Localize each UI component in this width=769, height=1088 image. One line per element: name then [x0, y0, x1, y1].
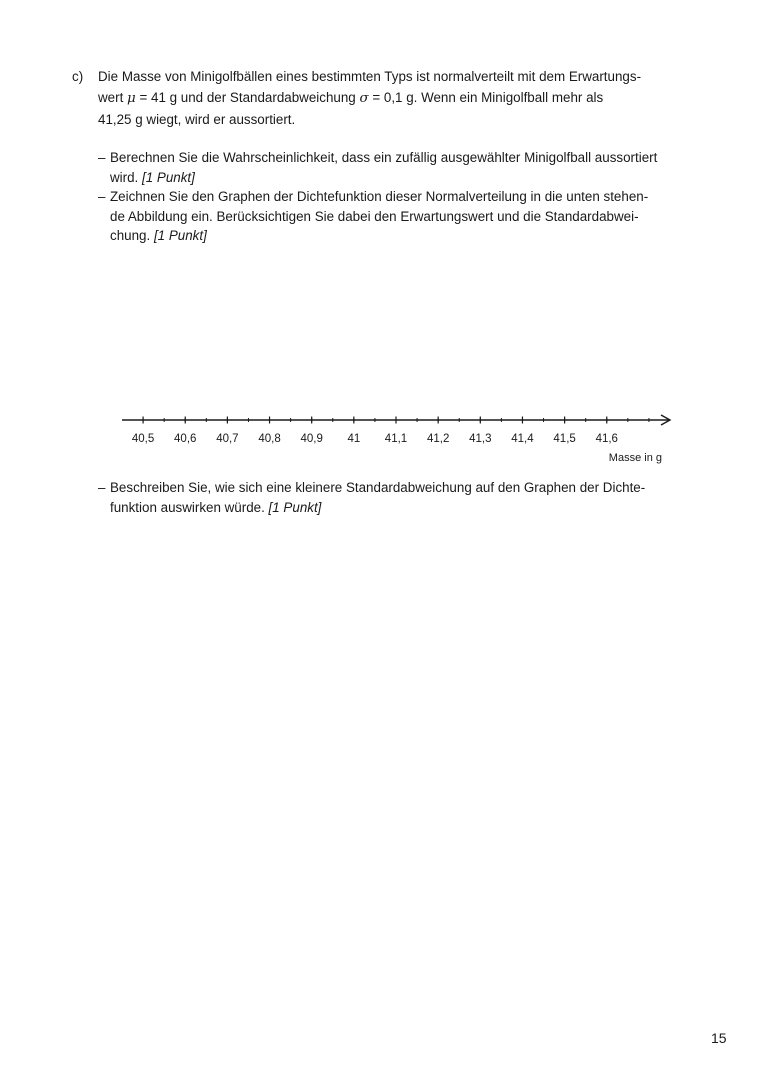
bullet-line: Beschreiben Sie, wie sich eine kleinere Standardabweichung auf den Graphen der Dichte-	[110, 480, 646, 495]
task-label: c)	[72, 69, 84, 84]
task-c-bullet-3	[98, 478, 698, 517]
intro-text: = 41 g und der Standardabweichung	[135, 90, 360, 105]
axis-tick-label: 41	[347, 433, 361, 445]
axis-tick-label: 41,4	[511, 433, 534, 445]
axis-tick-label: 41,2	[426, 433, 450, 445]
bullet-line: Zeichnen Sie den Graphen der Dichtefunktion dieser Normalverteilung in die unten stehen-	[110, 189, 649, 204]
bullet-text: funktion auswirken würde.	[110, 499, 269, 515]
bullet-dash: –	[98, 189, 106, 204]
bullet-draw-density	[98, 187, 698, 246]
axis-tick-label: 40,9	[300, 433, 323, 445]
intro-text: 41,25 g wiegt, wird er aussortiert.	[98, 112, 296, 127]
axis-tick-label: 41,6	[595, 433, 618, 445]
axis-tick-label: 40,7	[216, 433, 239, 445]
bullet-line	[110, 168, 698, 188]
mu-symbol: μ	[127, 91, 136, 106]
intro-line	[98, 109, 698, 130]
intro-line	[98, 66, 698, 87]
bullet-text: chung.	[110, 228, 154, 243]
bullet-line	[110, 226, 698, 246]
sigma-symbol: σ	[359, 91, 369, 106]
task-bullets	[98, 148, 698, 246]
mass-axis-figure	[110, 404, 690, 474]
bullet-line: de Abbildung ein. Berücksichtigen Sie dabei den Erwartungswert und die Standardabwei-	[110, 208, 639, 224]
task-body	[98, 66, 698, 246]
axis-tick-label: 40,5	[131, 433, 155, 445]
intro-text: = 0,1 g. Wenn ein Minigolfball mehr als	[368, 90, 604, 105]
axis-title: Masse in g	[608, 452, 662, 464]
intro-text: Die Masse von Minigolfbällen eines bestimmten Typs ist normalverteilt mit dem Erwartungs-	[98, 69, 642, 84]
page-number: 15	[711, 1030, 727, 1046]
bullet-dash: –	[98, 150, 106, 165]
axis-tick-label: 40,8	[258, 433, 281, 445]
task-intro	[98, 66, 698, 130]
axis-tick-label: 41,5	[553, 433, 576, 445]
intro-line	[98, 87, 698, 109]
axis-tick-label: 40,6	[174, 433, 197, 445]
mass-axis-svg	[110, 404, 690, 474]
intro-text: wert	[98, 90, 128, 105]
bullet-text: wird.	[110, 169, 142, 185]
bullet-describe-std	[98, 478, 698, 517]
bullet-line	[110, 498, 698, 518]
points-label: [1 Punkt]	[142, 169, 195, 185]
bullet-calculate-probability	[98, 148, 698, 187]
bullet-dash: –	[98, 480, 106, 495]
axis-tick-label: 41,3	[469, 433, 492, 445]
points-label: [1 Punkt]	[268, 499, 322, 515]
points-label: [1 Punkt]	[153, 228, 207, 243]
bullet-line: Berechnen Sie die Wahrscheinlichkeit, dass ein zufällig ausgewählter Minigolfball aussortiert	[110, 150, 658, 165]
axis-tick-label: 41,1	[384, 433, 408, 445]
